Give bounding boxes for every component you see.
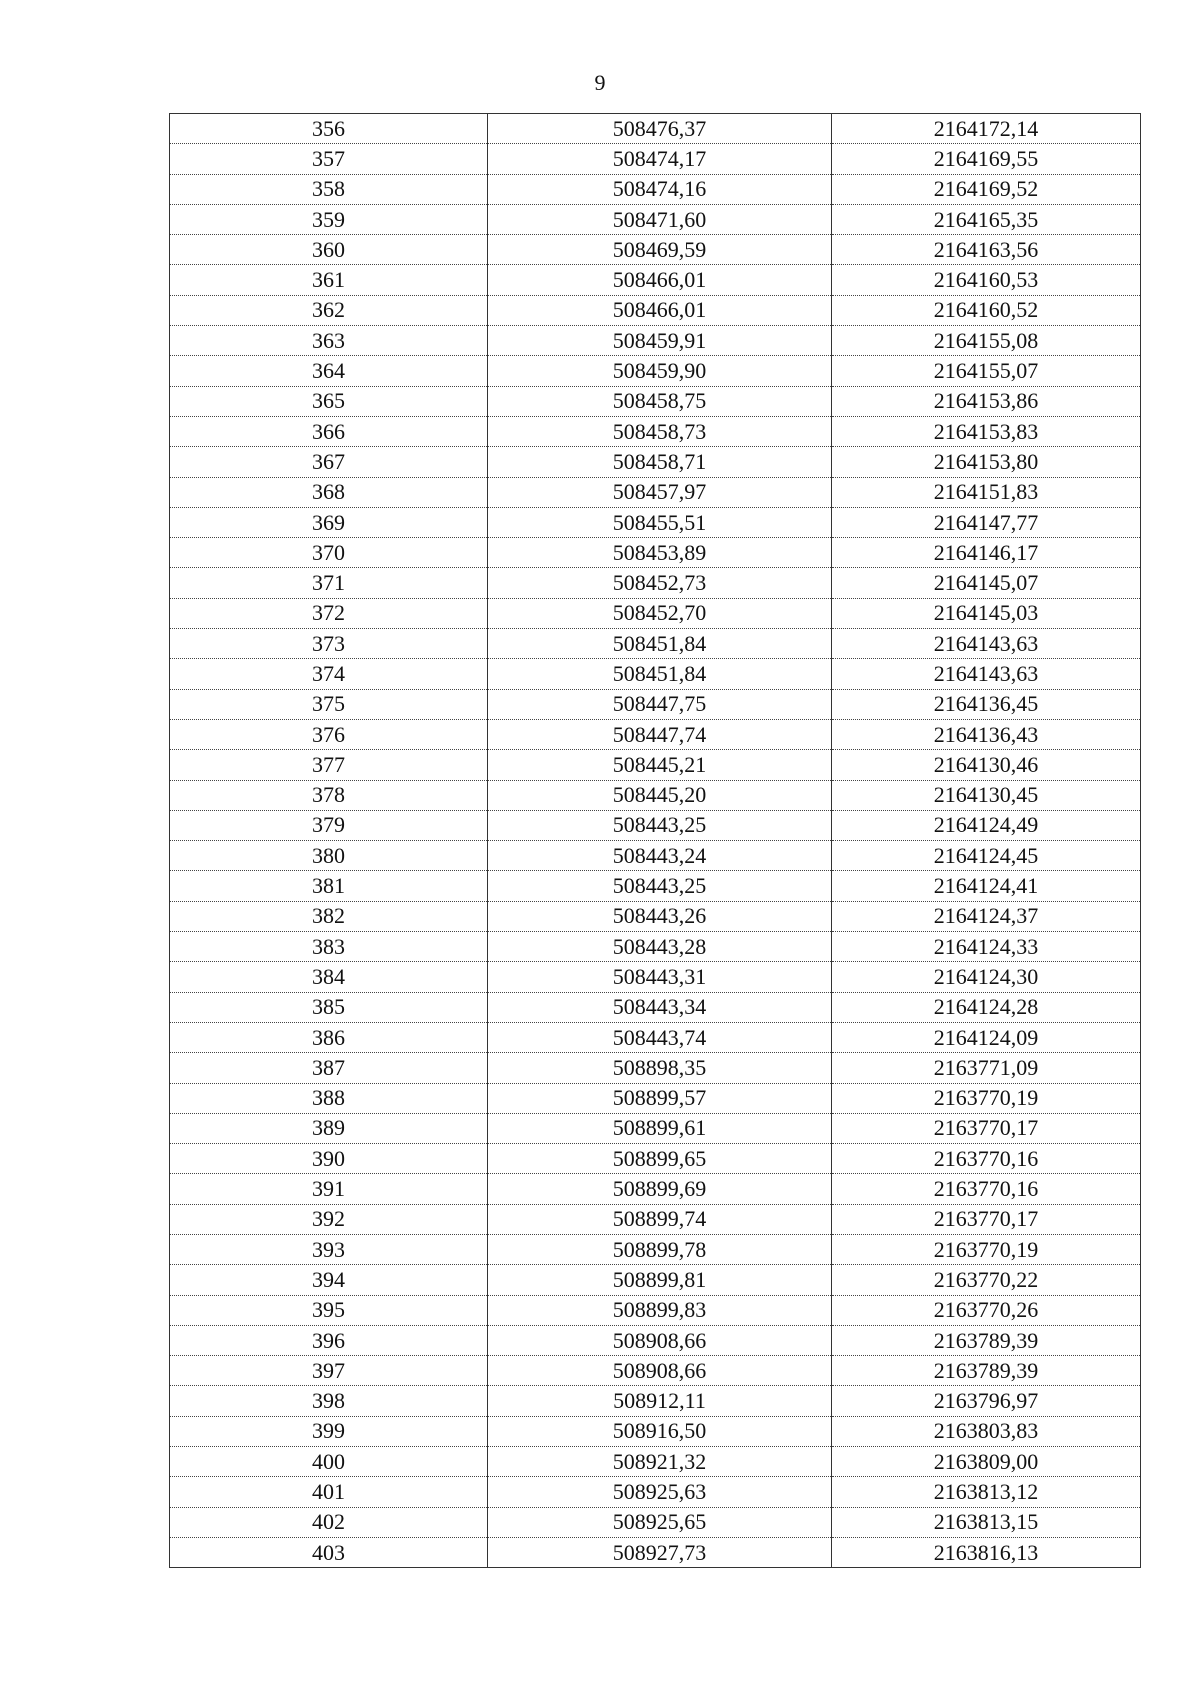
table-row bbox=[170, 932, 1141, 962]
point-number-cell: 393 bbox=[170, 1234, 488, 1264]
y-coordinate-cell: 2164169,55 bbox=[832, 144, 1141, 174]
x-coordinate-cell: 508445,21 bbox=[488, 750, 832, 780]
point-number-cell: 388 bbox=[170, 1083, 488, 1113]
table-row bbox=[170, 719, 1141, 749]
y-coordinate-cell: 2163770,19 bbox=[832, 1234, 1141, 1264]
point-number-cell: 401 bbox=[170, 1477, 488, 1507]
x-coordinate-cell: 508899,74 bbox=[488, 1204, 832, 1234]
y-coordinate-cell: 2164160,53 bbox=[832, 265, 1141, 295]
table-row bbox=[170, 1174, 1141, 1204]
x-coordinate-cell: 508476,37 bbox=[488, 114, 832, 144]
x-coordinate-cell: 508443,25 bbox=[488, 810, 832, 840]
point-number-cell: 399 bbox=[170, 1416, 488, 1446]
table-row bbox=[170, 477, 1141, 507]
coordinates-table-body bbox=[170, 114, 1141, 1568]
table-row bbox=[170, 1265, 1141, 1295]
y-coordinate-cell: 2163770,26 bbox=[832, 1295, 1141, 1325]
x-coordinate-cell: 508916,50 bbox=[488, 1416, 832, 1446]
y-coordinate-cell: 2164143,63 bbox=[832, 629, 1141, 659]
point-number-cell: 356 bbox=[170, 114, 488, 144]
point-number-cell: 400 bbox=[170, 1447, 488, 1477]
table-row bbox=[170, 1053, 1141, 1083]
x-coordinate-cell: 508447,75 bbox=[488, 689, 832, 719]
table-row bbox=[170, 507, 1141, 537]
y-coordinate-cell: 2163816,13 bbox=[832, 1537, 1141, 1567]
coordinates-table bbox=[169, 113, 1141, 1568]
y-coordinate-cell: 2164124,28 bbox=[832, 992, 1141, 1022]
x-coordinate-cell: 508899,83 bbox=[488, 1295, 832, 1325]
x-coordinate-cell: 508451,84 bbox=[488, 659, 832, 689]
point-number-cell: 402 bbox=[170, 1507, 488, 1537]
y-coordinate-cell: 2163813,12 bbox=[832, 1477, 1141, 1507]
point-number-cell: 374 bbox=[170, 659, 488, 689]
point-number-cell: 389 bbox=[170, 1113, 488, 1143]
x-coordinate-cell: 508447,74 bbox=[488, 719, 832, 749]
point-number-cell: 386 bbox=[170, 1022, 488, 1052]
point-number-cell: 377 bbox=[170, 750, 488, 780]
table-row bbox=[170, 1447, 1141, 1477]
y-coordinate-cell: 2164147,77 bbox=[832, 507, 1141, 537]
point-number-cell: 392 bbox=[170, 1204, 488, 1234]
point-number-cell: 380 bbox=[170, 841, 488, 871]
table-row bbox=[170, 1416, 1141, 1446]
point-number-cell: 366 bbox=[170, 416, 488, 446]
point-number-cell: 403 bbox=[170, 1537, 488, 1567]
table-row bbox=[170, 295, 1141, 325]
point-number-cell: 359 bbox=[170, 204, 488, 234]
table-row bbox=[170, 386, 1141, 416]
table-row bbox=[170, 416, 1141, 446]
y-coordinate-cell: 2163789,39 bbox=[832, 1325, 1141, 1355]
x-coordinate-cell: 508443,31 bbox=[488, 962, 832, 992]
point-number-cell: 373 bbox=[170, 629, 488, 659]
table-row bbox=[170, 780, 1141, 810]
y-coordinate-cell: 2164172,14 bbox=[832, 114, 1141, 144]
y-coordinate-cell: 2163789,39 bbox=[832, 1356, 1141, 1386]
x-coordinate-cell: 508927,73 bbox=[488, 1537, 832, 1567]
y-coordinate-cell: 2163770,22 bbox=[832, 1265, 1141, 1295]
x-coordinate-cell: 508458,71 bbox=[488, 447, 832, 477]
x-coordinate-cell: 508455,51 bbox=[488, 507, 832, 537]
table-row bbox=[170, 447, 1141, 477]
point-number-cell: 396 bbox=[170, 1325, 488, 1355]
table-row bbox=[170, 1537, 1141, 1567]
x-coordinate-cell: 508458,73 bbox=[488, 416, 832, 446]
point-number-cell: 378 bbox=[170, 780, 488, 810]
x-coordinate-cell: 508443,34 bbox=[488, 992, 832, 1022]
point-number-cell: 371 bbox=[170, 568, 488, 598]
table-row bbox=[170, 810, 1141, 840]
table-row bbox=[170, 992, 1141, 1022]
x-coordinate-cell: 508459,91 bbox=[488, 326, 832, 356]
table-row bbox=[170, 356, 1141, 386]
y-coordinate-cell: 2164130,45 bbox=[832, 780, 1141, 810]
x-coordinate-cell: 508443,25 bbox=[488, 871, 832, 901]
x-coordinate-cell: 508443,28 bbox=[488, 932, 832, 962]
y-coordinate-cell: 2164143,63 bbox=[832, 659, 1141, 689]
x-coordinate-cell: 508899,81 bbox=[488, 1265, 832, 1295]
table-row bbox=[170, 659, 1141, 689]
point-number-cell: 372 bbox=[170, 598, 488, 628]
y-coordinate-cell: 2164136,43 bbox=[832, 719, 1141, 749]
y-coordinate-cell: 2164124,30 bbox=[832, 962, 1141, 992]
x-coordinate-cell: 508921,32 bbox=[488, 1447, 832, 1477]
table-row bbox=[170, 1356, 1141, 1386]
table-row bbox=[170, 144, 1141, 174]
y-coordinate-cell: 2164124,49 bbox=[832, 810, 1141, 840]
x-coordinate-cell: 508899,61 bbox=[488, 1113, 832, 1143]
point-number-cell: 387 bbox=[170, 1053, 488, 1083]
x-coordinate-cell: 508445,20 bbox=[488, 780, 832, 810]
table-row bbox=[170, 568, 1141, 598]
table-row bbox=[170, 204, 1141, 234]
y-coordinate-cell: 2164124,09 bbox=[832, 1022, 1141, 1052]
point-number-cell: 385 bbox=[170, 992, 488, 1022]
y-coordinate-cell: 2164155,08 bbox=[832, 326, 1141, 356]
table-row bbox=[170, 962, 1141, 992]
x-coordinate-cell: 508899,57 bbox=[488, 1083, 832, 1113]
y-coordinate-cell: 2163770,19 bbox=[832, 1083, 1141, 1113]
table-row bbox=[170, 265, 1141, 295]
y-coordinate-cell: 2163796,97 bbox=[832, 1386, 1141, 1416]
table-row bbox=[170, 1144, 1141, 1174]
point-number-cell: 397 bbox=[170, 1356, 488, 1386]
point-number-cell: 369 bbox=[170, 507, 488, 537]
point-number-cell: 362 bbox=[170, 295, 488, 325]
y-coordinate-cell: 2164163,56 bbox=[832, 235, 1141, 265]
x-coordinate-cell: 508443,26 bbox=[488, 901, 832, 931]
point-number-cell: 375 bbox=[170, 689, 488, 719]
point-number-cell: 398 bbox=[170, 1386, 488, 1416]
table-row bbox=[170, 1325, 1141, 1355]
y-coordinate-cell: 2164153,80 bbox=[832, 447, 1141, 477]
y-coordinate-cell: 2164160,52 bbox=[832, 295, 1141, 325]
y-coordinate-cell: 2163770,16 bbox=[832, 1144, 1141, 1174]
table-row bbox=[170, 1386, 1141, 1416]
point-number-cell: 364 bbox=[170, 356, 488, 386]
y-coordinate-cell: 2164151,83 bbox=[832, 477, 1141, 507]
table-row bbox=[170, 1477, 1141, 1507]
x-coordinate-cell: 508912,11 bbox=[488, 1386, 832, 1416]
table-row bbox=[170, 1234, 1141, 1264]
point-number-cell: 395 bbox=[170, 1295, 488, 1325]
point-number-cell: 370 bbox=[170, 538, 488, 568]
y-coordinate-cell: 2164124,37 bbox=[832, 901, 1141, 931]
point-number-cell: 365 bbox=[170, 386, 488, 416]
y-coordinate-cell: 2164165,35 bbox=[832, 204, 1141, 234]
x-coordinate-cell: 508474,17 bbox=[488, 144, 832, 174]
x-coordinate-cell: 508899,69 bbox=[488, 1174, 832, 1204]
point-number-cell: 382 bbox=[170, 901, 488, 931]
table-row bbox=[170, 235, 1141, 265]
y-coordinate-cell: 2163803,83 bbox=[832, 1416, 1141, 1446]
point-number-cell: 357 bbox=[170, 144, 488, 174]
point-number-cell: 368 bbox=[170, 477, 488, 507]
x-coordinate-cell: 508925,63 bbox=[488, 1477, 832, 1507]
y-coordinate-cell: 2164145,03 bbox=[832, 598, 1141, 628]
table-row bbox=[170, 750, 1141, 780]
x-coordinate-cell: 508899,78 bbox=[488, 1234, 832, 1264]
page-number: 9 bbox=[594, 70, 606, 95]
y-coordinate-cell: 2163771,09 bbox=[832, 1053, 1141, 1083]
table-row bbox=[170, 629, 1141, 659]
x-coordinate-cell: 508908,66 bbox=[488, 1356, 832, 1386]
table-row bbox=[170, 1507, 1141, 1537]
table-row bbox=[170, 841, 1141, 871]
y-coordinate-cell: 2163809,00 bbox=[832, 1447, 1141, 1477]
y-coordinate-cell: 2164145,07 bbox=[832, 568, 1141, 598]
x-coordinate-cell: 508469,59 bbox=[488, 235, 832, 265]
table-row bbox=[170, 689, 1141, 719]
point-number-cell: 379 bbox=[170, 810, 488, 840]
x-coordinate-cell: 508452,73 bbox=[488, 568, 832, 598]
table-row bbox=[170, 871, 1141, 901]
point-number-cell: 384 bbox=[170, 962, 488, 992]
table-row bbox=[170, 1022, 1141, 1052]
x-coordinate-cell: 508899,65 bbox=[488, 1144, 832, 1174]
y-coordinate-cell: 2163813,15 bbox=[832, 1507, 1141, 1537]
y-coordinate-cell: 2163770,16 bbox=[832, 1174, 1141, 1204]
table-row bbox=[170, 598, 1141, 628]
y-coordinate-cell: 2164124,45 bbox=[832, 841, 1141, 871]
point-number-cell: 376 bbox=[170, 719, 488, 749]
x-coordinate-cell: 508452,70 bbox=[488, 598, 832, 628]
point-number-cell: 390 bbox=[170, 1144, 488, 1174]
point-number-cell: 383 bbox=[170, 932, 488, 962]
x-coordinate-cell: 508459,90 bbox=[488, 356, 832, 386]
x-coordinate-cell: 508453,89 bbox=[488, 538, 832, 568]
table-row bbox=[170, 1113, 1141, 1143]
point-number-cell: 391 bbox=[170, 1174, 488, 1204]
point-number-cell: 363 bbox=[170, 326, 488, 356]
y-coordinate-cell: 2164153,83 bbox=[832, 416, 1141, 446]
x-coordinate-cell: 508474,16 bbox=[488, 174, 832, 204]
x-coordinate-cell: 508451,84 bbox=[488, 629, 832, 659]
y-coordinate-cell: 2164169,52 bbox=[832, 174, 1141, 204]
y-coordinate-cell: 2164146,17 bbox=[832, 538, 1141, 568]
x-coordinate-cell: 508471,60 bbox=[488, 204, 832, 234]
y-coordinate-cell: 2164155,07 bbox=[832, 356, 1141, 386]
x-coordinate-cell: 508925,65 bbox=[488, 1507, 832, 1537]
point-number-cell: 394 bbox=[170, 1265, 488, 1295]
table-row bbox=[170, 1083, 1141, 1113]
point-number-cell: 361 bbox=[170, 265, 488, 295]
table-row bbox=[170, 1295, 1141, 1325]
table-row bbox=[170, 326, 1141, 356]
x-coordinate-cell: 508898,35 bbox=[488, 1053, 832, 1083]
point-number-cell: 381 bbox=[170, 871, 488, 901]
point-number-cell: 367 bbox=[170, 447, 488, 477]
y-coordinate-cell: 2163770,17 bbox=[832, 1204, 1141, 1234]
point-number-cell: 360 bbox=[170, 235, 488, 265]
y-coordinate-cell: 2164124,33 bbox=[832, 932, 1141, 962]
y-coordinate-cell: 2163770,17 bbox=[832, 1113, 1141, 1143]
y-coordinate-cell: 2164153,86 bbox=[832, 386, 1141, 416]
x-coordinate-cell: 508908,66 bbox=[488, 1325, 832, 1355]
table-row bbox=[170, 114, 1141, 144]
x-coordinate-cell: 508466,01 bbox=[488, 265, 832, 295]
table-row bbox=[170, 538, 1141, 568]
y-coordinate-cell: 2164130,46 bbox=[832, 750, 1141, 780]
table-row bbox=[170, 1204, 1141, 1234]
x-coordinate-cell: 508466,01 bbox=[488, 295, 832, 325]
table-row bbox=[170, 174, 1141, 204]
point-number-cell: 358 bbox=[170, 174, 488, 204]
y-coordinate-cell: 2164136,45 bbox=[832, 689, 1141, 719]
x-coordinate-cell: 508443,24 bbox=[488, 841, 832, 871]
x-coordinate-cell: 508458,75 bbox=[488, 386, 832, 416]
y-coordinate-cell: 2164124,41 bbox=[832, 871, 1141, 901]
x-coordinate-cell: 508457,97 bbox=[488, 477, 832, 507]
table-row bbox=[170, 901, 1141, 931]
x-coordinate-cell: 508443,74 bbox=[488, 1022, 832, 1052]
